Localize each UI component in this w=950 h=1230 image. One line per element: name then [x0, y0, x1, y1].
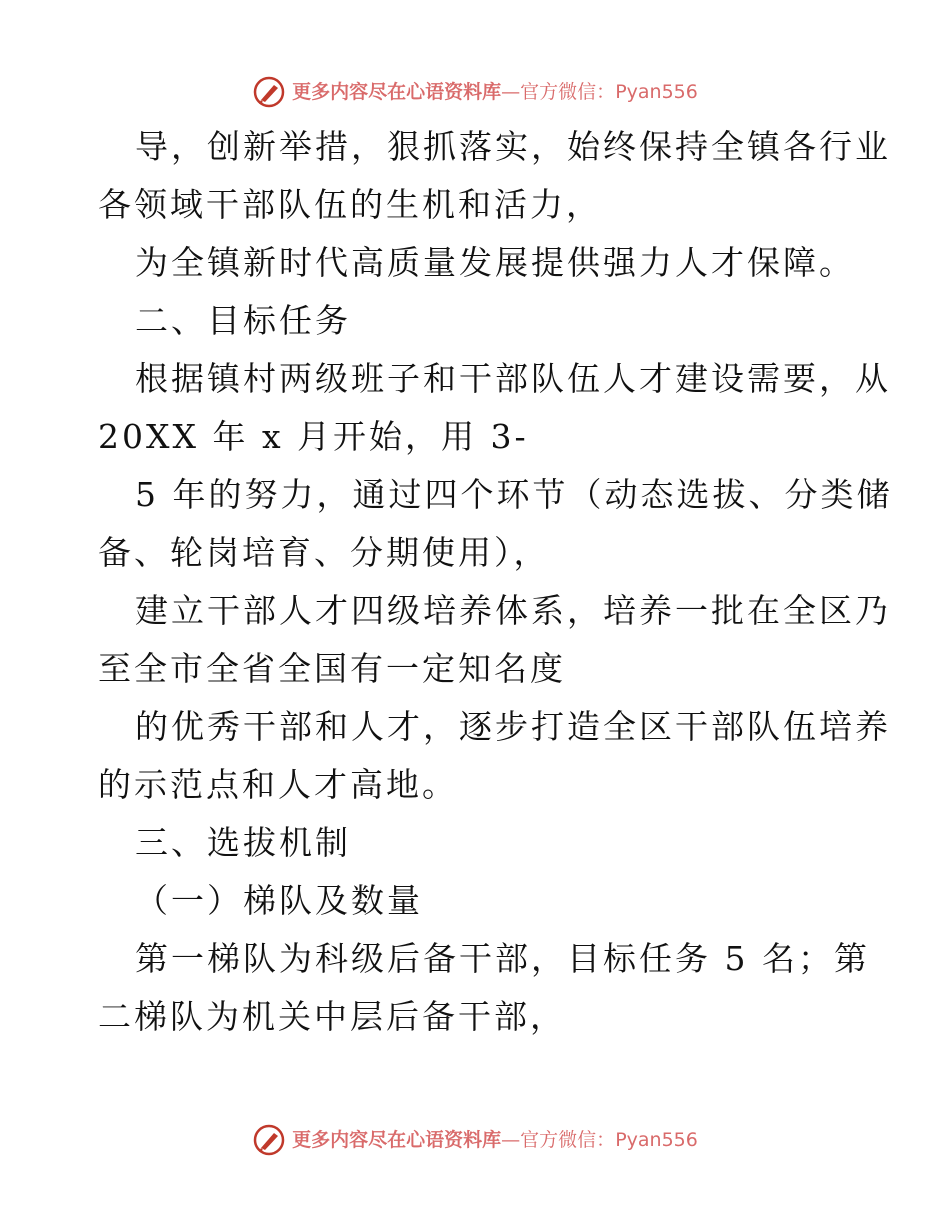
paragraph-line: 5 年的努力，通过四个环节（动态选拔、分类储	[135, 475, 893, 514]
section-heading: 三、选拔机制	[135, 823, 351, 862]
header-watermark	[0, 72, 950, 112]
watermark-label: 官方微信：	[520, 81, 616, 103]
watermark-brand: 更多内容尽在心语资料库	[292, 1129, 502, 1151]
paragraph-line: 导，创新举措，狠抓落实，始终保持全镇各行业	[135, 127, 891, 166]
pen-logo-icon	[252, 1123, 286, 1157]
pen-logo-icon	[252, 75, 286, 109]
paragraph-line: 各领域干部队伍的生机和活力，	[98, 185, 602, 224]
section-heading: 二、目标任务	[135, 301, 351, 340]
paragraph-line: 根据镇村两级班子和干部队伍人才建设需要，从	[135, 359, 891, 398]
footer-watermark	[0, 1120, 950, 1160]
watermark-dash: —	[501, 1129, 521, 1151]
paragraph-line: 的示范点和人才高地。	[98, 765, 458, 804]
watermark-dash: —	[501, 81, 521, 103]
paragraph-line: 的优秀干部和人才，逐步打造全区干部队伍培养	[135, 707, 891, 746]
paragraph-line: 为全镇新时代高质量发展提供强力人才保障。	[135, 243, 855, 282]
paragraph-line: 第一梯队为科级后备干部，目标任务 5 名；第	[135, 939, 870, 978]
watermark-wechat-id: Pyan556	[615, 81, 698, 103]
paragraph-line: 建立干部人才四级培养体系，培养一批在全区乃	[135, 591, 891, 630]
paragraph-line: 备、轮岗培育、分期使用），	[98, 533, 550, 572]
subsection-heading: （一）梯队及数量	[135, 881, 423, 920]
paragraph-line: 二梯队为机关中层后备干部，	[98, 997, 566, 1036]
watermark-wechat-id: Pyan556	[615, 1129, 698, 1151]
paragraph-line: 至全市全省全国有一定知名度	[98, 649, 566, 688]
paragraph-line: 20XX 年 x 月开始，用 3-	[98, 417, 529, 456]
watermark-brand: 更多内容尽在心语资料库	[292, 81, 502, 103]
watermark-label: 官方微信：	[520, 1129, 616, 1151]
document-body	[98, 118, 893, 1046]
